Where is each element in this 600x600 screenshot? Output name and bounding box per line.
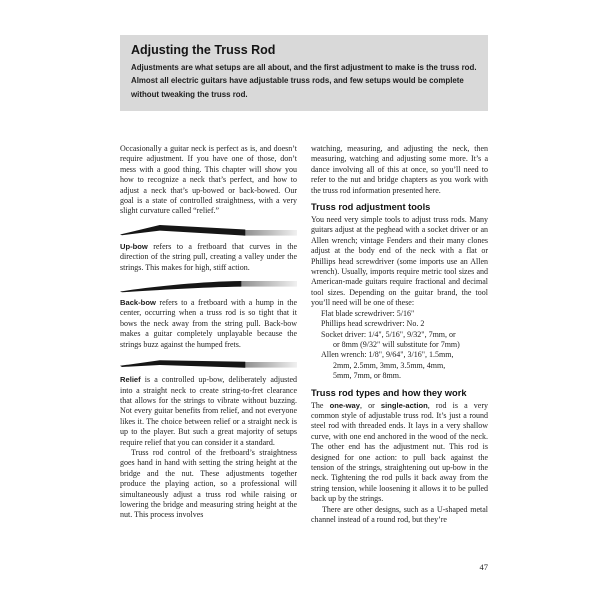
types-text: , or [359, 400, 381, 410]
text-columns [120, 144, 488, 525]
back-bow-paragraph [120, 298, 297, 350]
chapter-title: Adjusting the Truss Rod [131, 43, 276, 57]
intro-paragraph: Occasionally a guitar neck is perfect as is, and doesn’t require adjustment. If you have one of those, don’t mess with a good thing. This chapter will show you how to recognize a neck that’s perfect, and how to adjust a neck that’s up-bowed or back-bowed. Our goal is a state of controlled straightness, with a very slight curvature called “relief.” [120, 144, 297, 216]
left-column [120, 144, 297, 525]
tools-list [311, 309, 488, 382]
tools-section-heading: Truss rod adjustment tools [311, 202, 431, 213]
tools-paragraph: You need very simple tools to adjust truss rods. Many guitars adjust at the peghead with a socket driver or an Allen wrench; vintage Fenders and their many clones adjust at the body end of the neck with a flat or Phillips head screwdriver (some imports use an Allen wrench). Usually, imports require metric tool sizes and American-made guitars require fractional and decimal tool sizes. Depending on the guitar brand, the tool you’ll need will be one of these: [311, 215, 488, 308]
relief-diagram [120, 355, 297, 371]
up-bow-term: Up-bow [120, 241, 148, 251]
chapter-header-box [120, 35, 488, 111]
list-item: 2mm, 2.5mm, 3mm, 3.5mm, 4mm, [333, 360, 446, 370]
relief-term: Relief [120, 375, 141, 385]
up-bow-diagram [120, 222, 297, 238]
right-column [311, 144, 488, 525]
back-bow-diagram [120, 278, 297, 294]
truss-control-paragraph: Truss rod control of the fretboard’s straightness goes hand in hand with setting the string height at the bridge and the nut. These adjustments together produce the playing action, so a professional will simultaneously adjust a truss rod while raising or lowering the bridge and measuring string height at the nut. This process involves [120, 447, 297, 520]
page-number: 47 [479, 562, 488, 572]
back-bow-text: refers to a fretboard with a hump in the center, occurring when a truss rod is so tight that it bows the neck away from the string pull. Back-bow makes a guitar completely unplayable because the strings buzz against the humped frets. [120, 298, 297, 349]
list-item: or 8mm (9/32" will substitute for 7mm) [333, 339, 460, 349]
up-bow-paragraph [120, 242, 297, 273]
continuation-paragraph: watching, measuring, and adjusting the neck, then measuring, watching and adjusting some more. It’s a dance involving all of this at once, so you’ll need to refer to the nut and bridge chapters as you work with the truss rod information presented here. [311, 144, 488, 195]
one-way-term: one-way [329, 400, 360, 410]
list-item: Allen wrench: 1/8", 9/64", 3/16", 1.5mm, [321, 350, 454, 360]
list-item: 5mm, 7mm, or 8mm. [333, 371, 401, 381]
chapter-intro: Adjustments are what setups are all about, and the first adjustment to make is the truss rod. Almost all electric guitars have adjustable truss rods, and few setups would be complete without tweaking the truss rod. [131, 63, 477, 99]
types-text: , rod is a very common style of adjustable truss rod. It’s just a round steel rod with threaded ends. It lays in a very shallow curve, with one end anchored in the wood of the neck. The other end has the adjustment nut. This rod is designed for one action: to pull back against the tension of the strings, straightening out up-bow in the neck. Tightening the rod pulls it back away from the string tension, while loosening it allows it to be pulled back up by the strings. [311, 400, 489, 504]
back-bow-term: Back-bow [120, 298, 156, 308]
single-action-term: single-action [380, 400, 428, 410]
list-item: Socket driver: 1/4", 5/16", 9/32", 7mm, or [321, 329, 456, 339]
up-bow-text: refers to a fretboard that curves in the direction of the string pull, creating a valley under the strings. This makes for high, stiff action. [120, 241, 297, 272]
types-paragraph [311, 401, 488, 505]
other-designs-paragraph: There are other designs, such as a U-shaped metal channel instead of a round rod, but they’re [311, 504, 488, 524]
types-section-heading: Truss rod types and how they work [311, 387, 467, 398]
list-item: Phillips head screwdriver: No. 2 [321, 319, 425, 329]
list-item: Flat blade screwdriver: 5/16" [321, 308, 415, 318]
relief-paragraph [120, 375, 297, 448]
relief-text: is a controlled up-bow, deliberately adjusted into a straight neck to create string-to-fret clearance that allows for the strings to vibrate without buzzing. Not every guitar benefits from relief, and not everyone likes it. The choice between relief or a straight neck is up to the player. But such a great majority of setups require relief that you can consider it a standard. [120, 375, 297, 447]
types-text: The [311, 400, 330, 410]
